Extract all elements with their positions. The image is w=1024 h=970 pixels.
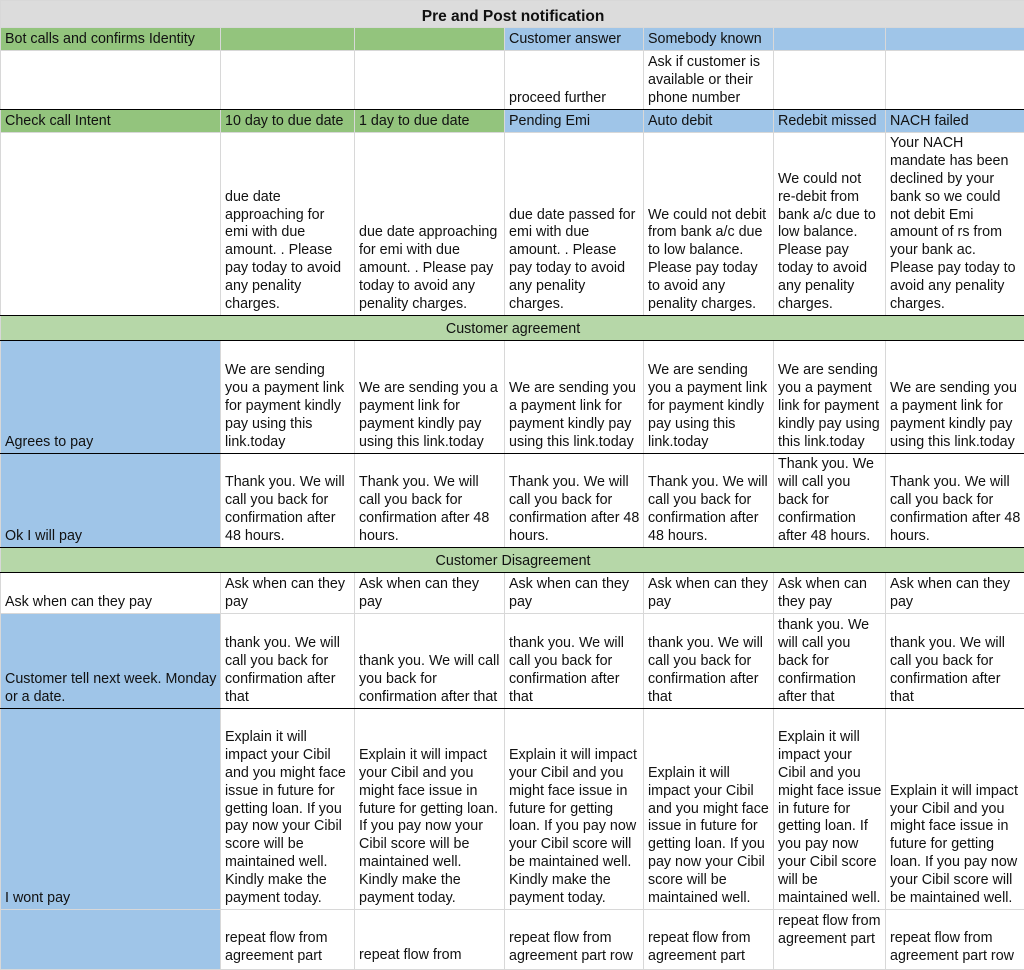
intent-message-row <box>1 133 1024 316</box>
empty-cell[interactable] <box>355 51 505 110</box>
agrees-label-cell[interactable]: Agrees to pay <box>1 341 221 454</box>
empty-cell[interactable] <box>221 28 355 51</box>
next-week-cell[interactable]: thank you. We will call you back for confirmation after that <box>505 614 644 709</box>
ok-will-pay-cell[interactable]: Thank you. We will call you back for confirmation after 48 hours. <box>221 454 355 548</box>
agrees-cell[interactable]: We are sending you a payment link for payment kindly pay using this link.today <box>221 341 355 454</box>
intent-header-row <box>1 110 1024 133</box>
next-week-cell[interactable]: thank you. We will call you back for confirmation after that <box>886 614 1024 709</box>
ok-will-pay-row <box>1 454 1024 548</box>
next-week-cell[interactable]: thank you. We will call you back for confirmation after that <box>355 614 505 709</box>
intent-col-cell[interactable]: Redebit missed <box>774 110 886 133</box>
agreement-section-header[interactable]: Customer agreement <box>1 316 1024 341</box>
ask-when-cell[interactable]: Ask when can they pay <box>505 573 644 614</box>
empty-cell[interactable] <box>1 51 221 110</box>
disagreement-section-header[interactable]: Customer Disagreement <box>1 548 1024 573</box>
ask-when-cell[interactable]: Ask when can they pay <box>886 573 1024 614</box>
intent-message-cell[interactable]: We could not re-debit from bank a/c due to low balance. Please pay today to avoid any penality charges. <box>774 133 886 316</box>
agrees-cell[interactable]: We are sending you a payment link for payment kindly pay using this link.today <box>644 341 774 454</box>
empty-cell[interactable] <box>774 51 886 110</box>
ok-will-pay-cell[interactable]: Thank you. We will call you back for confirmation after 48 hours. <box>774 454 886 548</box>
wont-pay-cell[interactable]: Explain it will impact your Cibil and you might face issue in future for getting loan. If you pay now your Cibil score will be maintained well. <box>886 709 1024 910</box>
repeat-label-cell[interactable] <box>1 910 221 970</box>
repeat-cell[interactable]: repeat flow from agreement part row <box>886 910 1024 970</box>
wont-pay-cell[interactable]: Explain it will impact your Cibil and you might face issue in future for getting loan. If you pay now your Cibil score will be maintained well. <box>774 709 886 910</box>
wont-pay-cell[interactable]: Explain it will impact your Cibil and you might face issue in future for getting loan. If you pay now your Cibil score will be maintained well. Kindly make the payment today. <box>221 709 355 910</box>
ask-when-cell[interactable]: Ask when can they pay <box>644 573 774 614</box>
intent-col-cell[interactable]: NACH failed <box>886 110 1024 133</box>
empty-cell[interactable] <box>886 51 1024 110</box>
intent-col-cell[interactable]: Auto debit <box>644 110 774 133</box>
ok-will-pay-cell[interactable]: Thank you. We will call you back for confirmation after 48 hours. <box>886 454 1024 548</box>
identity-detail-row <box>1 51 1024 110</box>
repeat-row <box>1 910 1024 970</box>
wont-pay-cell[interactable]: Explain it will impact your Cibil and you might face issue in future for getting loan. If you pay now your Cibil score will be maintained well. <box>644 709 774 910</box>
intent-label-cell[interactable]: Check call Intent <box>1 110 221 133</box>
ok-will-pay-cell[interactable]: Thank you. We will call you back for confirmation after 48 hours. <box>355 454 505 548</box>
agrees-cell[interactable]: We are sending you a payment link for payment kindly pay using this link.today <box>774 341 886 454</box>
title-row <box>1 1 1024 28</box>
customer-answer-cell[interactable]: Customer answer <box>505 28 644 51</box>
wont-pay-cell[interactable]: Explain it will impact your Cibil and you might face issue in future for getting loan. If you pay now your Cibil score will be maintained well. Kindly make the payment today. <box>355 709 505 910</box>
ask-when-cell[interactable]: Ask when can they pay <box>355 573 505 614</box>
wont-pay-cell[interactable]: Explain it will impact your Cibil and you might face issue in future for getting loan. If you pay now your Cibil score will be maintained well. Kindly make the payment today. <box>505 709 644 910</box>
agrees-row <box>1 341 1024 454</box>
somebody-known-detail-cell[interactable]: Ask if customer is available or their phone number <box>644 51 774 110</box>
repeat-cell[interactable]: repeat flow from <box>355 910 505 970</box>
empty-cell[interactable] <box>774 28 886 51</box>
proceed-cell[interactable]: proceed further <box>505 51 644 110</box>
empty-cell[interactable] <box>221 51 355 110</box>
ask-when-row <box>1 573 1024 614</box>
ask-when-label-cell[interactable]: Ask when can they pay <box>1 573 221 614</box>
sheet-title[interactable]: Pre and Post notification <box>1 1 1024 28</box>
next-week-row <box>1 614 1024 709</box>
empty-cell[interactable] <box>355 28 505 51</box>
repeat-cell[interactable]: repeat flow from agreement part <box>774 910 886 970</box>
intent-message-cell[interactable]: due date passed for emi with due amount. . Please pay today to avoid any penality charges. <box>505 133 644 316</box>
next-week-cell[interactable]: thank you. We will call you back for confirmation after that <box>644 614 774 709</box>
agrees-cell[interactable]: We are sending you a payment link for payment kindly pay using this link.today <box>505 341 644 454</box>
ok-will-pay-label-cell[interactable]: Ok I will pay <box>1 454 221 548</box>
next-week-cell[interactable]: thank you. We will call you back for confirmation after that <box>774 614 886 709</box>
agrees-cell[interactable]: We are sending you a payment link for payment kindly pay using this link.today <box>355 341 505 454</box>
agreement-section-row <box>1 316 1024 341</box>
intent-message-cell[interactable]: due date approaching for emi with due amount. . Please pay today to avoid any penality charges. <box>221 133 355 316</box>
empty-cell[interactable] <box>886 28 1024 51</box>
intent-col-cell[interactable]: 10 day to due date <box>221 110 355 133</box>
ask-when-cell[interactable]: Ask when can they pay <box>774 573 886 614</box>
repeat-cell[interactable]: repeat flow from agreement part row <box>505 910 644 970</box>
intent-col-cell[interactable]: Pending Emi <box>505 110 644 133</box>
agrees-cell[interactable]: We are sending you a payment link for payment kindly pay using this link.today <box>886 341 1024 454</box>
wont-pay-row <box>1 709 1024 910</box>
disagreement-section-row <box>1 548 1024 573</box>
somebody-known-cell[interactable]: Somebody known <box>644 28 774 51</box>
empty-cell[interactable] <box>1 133 221 316</box>
repeat-cell[interactable]: repeat flow from agreement part <box>644 910 774 970</box>
ask-when-cell[interactable]: Ask when can they pay <box>221 573 355 614</box>
wont-pay-label-cell[interactable]: I wont pay <box>1 709 221 910</box>
identity-header-row <box>1 28 1024 51</box>
repeat-cell[interactable]: repeat flow from agreement part <box>221 910 355 970</box>
intent-col-cell[interactable]: 1 day to due date <box>355 110 505 133</box>
intent-message-cell[interactable]: We could not debit from bank a/c due to low balance. Please pay today to avoid any penality charges. <box>644 133 774 316</box>
intent-message-cell[interactable]: due date approaching for emi with due amount. . Please pay today to avoid any penality charges. <box>355 133 505 316</box>
next-week-cell[interactable]: thank you. We will call you back for confirmation after that <box>221 614 355 709</box>
intent-message-cell[interactable]: Your NACH mandate has been declined by your bank so we could not debit Emi amount of rs from your bank ac. Please pay today to avoid any penality charges. <box>886 133 1024 316</box>
identity-header-cell[interactable]: Bot calls and confirms Identity <box>1 28 221 51</box>
ok-will-pay-cell[interactable]: Thank you. We will call you back for confirmation after 48 hours. <box>505 454 644 548</box>
ok-will-pay-cell[interactable]: Thank you. We will call you back for confirmation after 48 hours. <box>644 454 774 548</box>
next-week-label-cell[interactable]: Customer tell next week. Monday or a date. <box>1 614 221 709</box>
